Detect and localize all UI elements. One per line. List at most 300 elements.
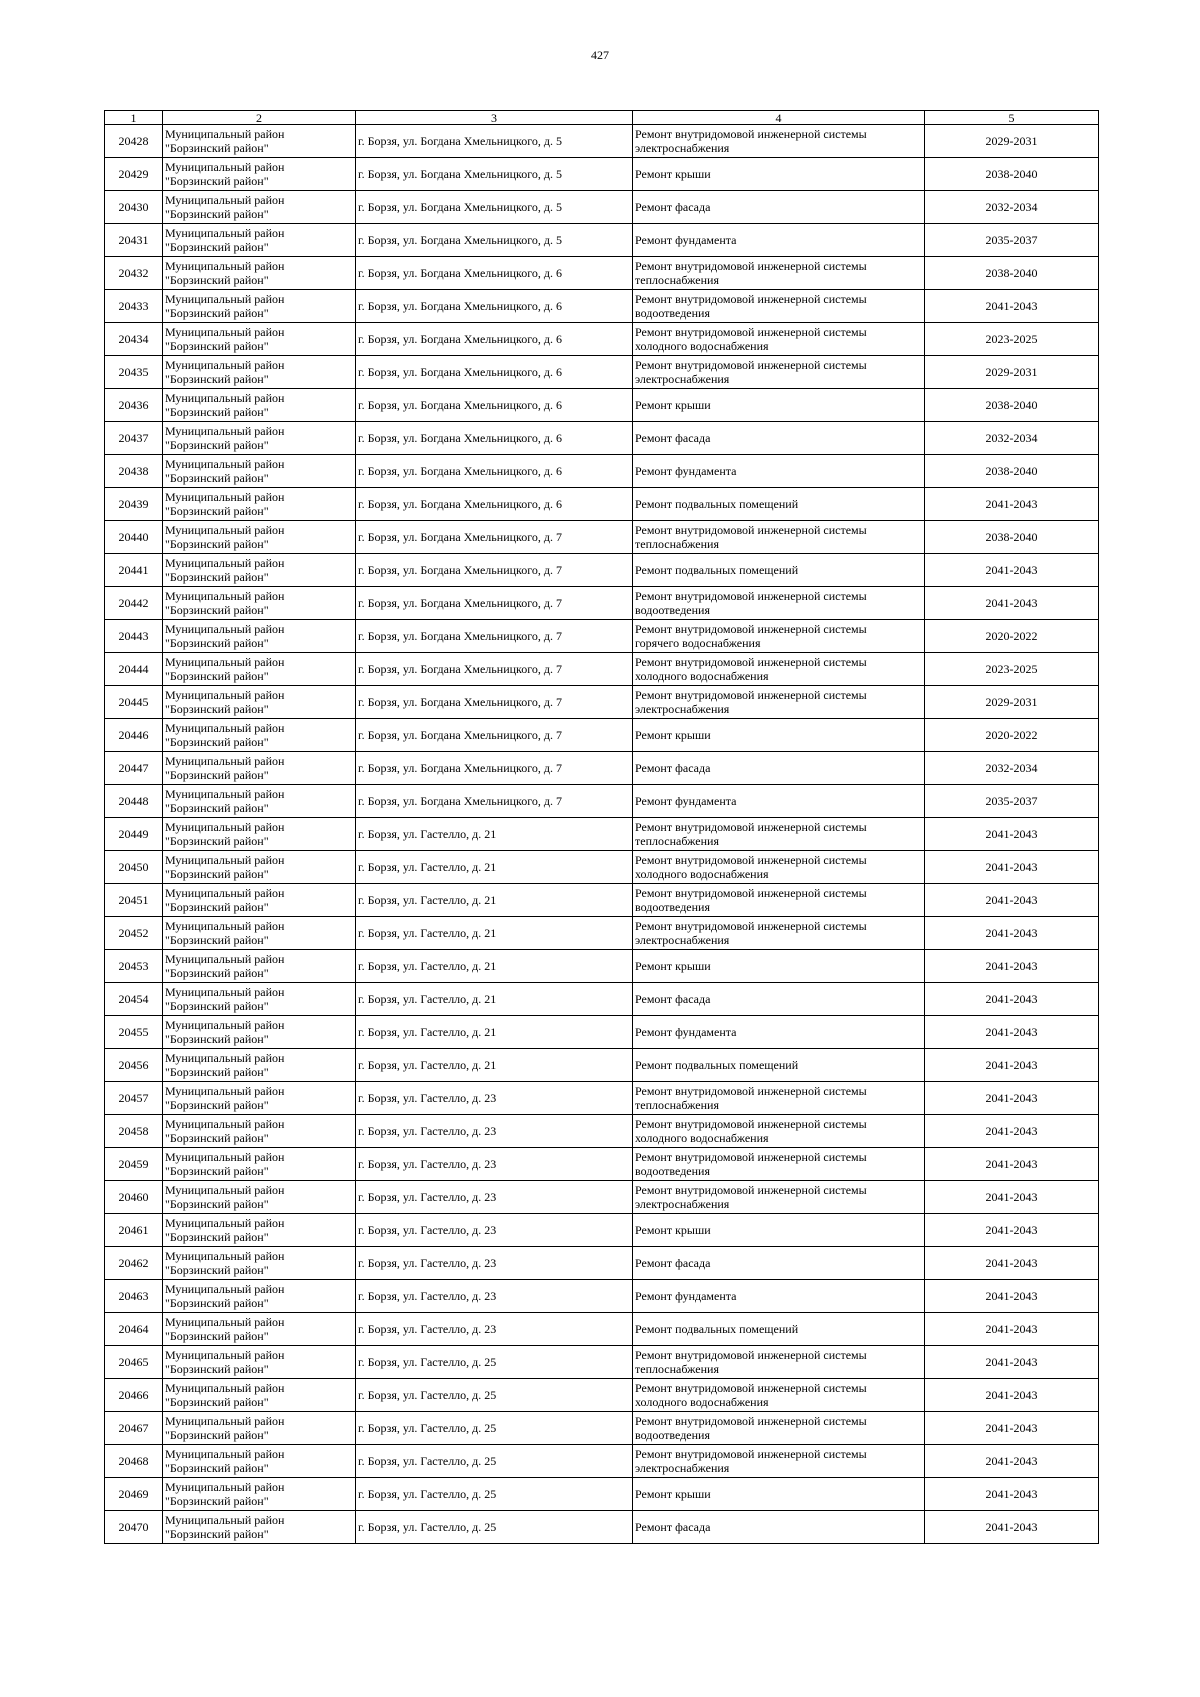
period-cell: 2041-2043 [925,1049,1099,1082]
work-type-line: водоотведения [635,603,710,617]
period-cell: 2041-2043 [925,1478,1099,1511]
work-type-line: холодного водоснабжения [635,1131,769,1145]
district-cell [163,1445,356,1478]
district-line: "Борзинский район" [165,900,269,914]
work-type-cell [633,1148,925,1181]
table-row [105,389,1099,422]
district-line: Муниципальный район [165,1381,285,1395]
work-type-line: Ремонт внутридомовой инженерной системы [635,1381,867,1395]
district-line: "Борзинский район" [165,1230,269,1244]
address-cell: г. Борзя, ул. Гастелло, д. 25 [356,1445,633,1478]
row-number-cell: 20446 [105,719,163,752]
address-cell: г. Борзя, ул. Богдана Хмельницкого, д. 6 [356,323,633,356]
work-type-line: Ремонт внутридомовой инженерной системы [635,622,867,636]
address-cell: г. Борзя, ул. Богдана Хмельницкого, д. 6 [356,290,633,323]
row-number-cell: 20441 [105,554,163,587]
work-type-line: Ремонт фундамента [635,1289,737,1303]
row-number-cell: 20456 [105,1049,163,1082]
district-line: "Борзинский район" [165,372,269,386]
header-row [105,111,1099,125]
district-line: Муниципальный район [165,1183,285,1197]
work-type-cell [633,1214,925,1247]
period-cell: 2041-2043 [925,950,1099,983]
col-header-3: 3 [356,111,633,125]
district-line: "Борзинский район" [165,1428,269,1442]
district-line: Муниципальный район [165,490,285,504]
table-row [105,290,1099,323]
district-cell [163,224,356,257]
period-cell: 2041-2043 [925,1412,1099,1445]
district-cell [163,356,356,389]
table-row [105,752,1099,785]
table-row [105,422,1099,455]
row-number-cell: 20428 [105,125,163,158]
district-line: Муниципальный район [165,457,285,471]
address-cell: г. Борзя, ул. Богдана Хмельницкого, д. 6 [356,455,633,488]
table-row [105,521,1099,554]
district-line: Муниципальный район [165,787,285,801]
row-number-cell: 20436 [105,389,163,422]
work-type-line: Ремонт фундамента [635,1025,737,1039]
work-type-line: Ремонт внутридомовой инженерной системы [635,127,867,141]
table-row [105,554,1099,587]
period-cell: 2041-2043 [925,818,1099,851]
district-line: Муниципальный район [165,622,285,636]
row-number-cell: 20466 [105,1379,163,1412]
work-type-cell [633,1082,925,1115]
address-cell: г. Борзя, ул. Богдана Хмельницкого, д. 5 [356,158,633,191]
district-cell [163,587,356,620]
district-cell [163,1049,356,1082]
district-cell [163,290,356,323]
district-line: Муниципальный район [165,1414,285,1428]
row-number-cell: 20433 [105,290,163,323]
district-cell [163,1082,356,1115]
table-row [105,257,1099,290]
address-cell: г. Борзя, ул. Богдана Хмельницкого, д. 6 [356,257,633,290]
work-type-cell [633,455,925,488]
table-body [105,125,1099,1544]
row-number-cell: 20448 [105,785,163,818]
work-type-line: Ремонт подвальных помещений [635,1058,799,1072]
work-type-cell [633,389,925,422]
district-cell [163,257,356,290]
address-cell: г. Борзя, ул. Гастелло, д. 25 [356,1478,633,1511]
district-line: Муниципальный район [165,1348,285,1362]
district-cell [163,1181,356,1214]
work-type-cell [633,257,925,290]
address-cell: г. Борзя, ул. Гастелло, д. 23 [356,1313,633,1346]
period-cell: 2041-2043 [925,917,1099,950]
work-type-line: электроснабжения [635,933,730,947]
work-type-line: водоотведения [635,1428,710,1442]
district-line: Муниципальный район [165,853,285,867]
district-cell [163,653,356,686]
work-type-cell [633,620,925,653]
district-line: "Борзинский район" [165,207,269,221]
district-line: "Борзинский район" [165,867,269,881]
work-type-cell [633,818,925,851]
work-type-cell [633,719,925,752]
district-cell [163,1280,356,1313]
period-cell: 2041-2043 [925,1445,1099,1478]
row-number-cell: 20457 [105,1082,163,1115]
table-row [105,1148,1099,1181]
district-line: "Борзинский район" [165,636,269,650]
table-row [105,1412,1099,1445]
district-line: "Борзинский район" [165,1494,269,1508]
table-row [105,323,1099,356]
address-cell: г. Борзя, ул. Гастелло, д. 21 [356,851,633,884]
table-row [105,983,1099,1016]
district-cell [163,1379,356,1412]
work-type-line: водоотведения [635,900,710,914]
work-type-line: Ремонт внутридомовой инженерной системы [635,820,867,834]
row-number-cell: 20454 [105,983,163,1016]
row-number-cell: 20458 [105,1115,163,1148]
table-row [105,1181,1099,1214]
period-cell: 2041-2043 [925,290,1099,323]
work-type-line: Ремонт фасада [635,992,711,1006]
address-cell: г. Борзя, ул. Гастелло, д. 23 [356,1082,633,1115]
work-type-cell [633,1280,925,1313]
work-type-line: теплоснабжения [635,1362,719,1376]
period-cell: 2041-2043 [925,1346,1099,1379]
work-type-line: Ремонт внутридомовой инженерной системы [635,1117,867,1131]
district-line: Муниципальный район [165,1513,285,1527]
district-line: Муниципальный район [165,226,285,240]
row-number-cell: 20464 [105,1313,163,1346]
district-line: "Борзинский район" [165,1131,269,1145]
period-cell: 2023-2025 [925,653,1099,686]
period-cell: 2035-2037 [925,785,1099,818]
work-type-line: Ремонт внутридомовой инженерной системы [635,919,867,933]
row-number-cell: 20445 [105,686,163,719]
col-header-5: 5 [925,111,1099,125]
table-row [105,917,1099,950]
row-number-cell: 20439 [105,488,163,521]
district-line: Муниципальный район [165,1150,285,1164]
table-row [105,653,1099,686]
row-number-cell: 20430 [105,191,163,224]
table-row [105,884,1099,917]
work-type-cell [633,158,925,191]
period-cell: 2023-2025 [925,323,1099,356]
address-cell: г. Борзя, ул. Гастелло, д. 23 [356,1181,633,1214]
table-row [105,587,1099,620]
work-type-line: Ремонт внутридомовой инженерной системы [635,655,867,669]
work-type-line: Ремонт крыши [635,1487,711,1501]
district-line: Муниципальный район [165,325,285,339]
work-type-line: холодного водоснабжения [635,1395,769,1409]
row-number-cell: 20443 [105,620,163,653]
work-type-cell [633,488,925,521]
work-type-cell [633,224,925,257]
address-cell: г. Борзя, ул. Богдана Хмельницкого, д. 6 [356,422,633,455]
district-cell [163,389,356,422]
address-cell: г. Борзя, ул. Богдана Хмельницкого, д. 7 [356,686,633,719]
district-line: "Борзинский район" [165,1527,269,1541]
table-row [105,1049,1099,1082]
period-cell: 2041-2043 [925,554,1099,587]
work-type-line: Ремонт внутридомовой инженерной системы [635,358,867,372]
table-row [105,1379,1099,1412]
table-row [105,488,1099,521]
row-number-cell: 20462 [105,1247,163,1280]
address-cell: г. Борзя, ул. Богдана Хмельницкого, д. 7 [356,620,633,653]
work-type-line: холодного водоснабжения [635,669,769,683]
row-number-cell: 20434 [105,323,163,356]
table-row [105,1346,1099,1379]
work-type-line: Ремонт фасада [635,200,711,214]
period-cell: 2041-2043 [925,1511,1099,1544]
district-cell [163,1247,356,1280]
row-number-cell: 20452 [105,917,163,950]
address-cell: г. Борзя, ул. Гастелло, д. 23 [356,1214,633,1247]
district-line: "Борзинский район" [165,999,269,1013]
district-line: "Борзинский район" [165,1197,269,1211]
work-type-line: Ремонт внутридомовой инженерной системы [635,259,867,273]
period-cell: 2041-2043 [925,1181,1099,1214]
work-type-cell [633,1313,925,1346]
period-cell: 2038-2040 [925,521,1099,554]
district-cell [163,851,356,884]
district-line: Муниципальный район [165,292,285,306]
row-number-cell: 20440 [105,521,163,554]
address-cell: г. Борзя, ул. Гастелло, д. 21 [356,818,633,851]
work-type-line: Ремонт крыши [635,167,711,181]
period-cell: 2032-2034 [925,422,1099,455]
address-cell: г. Борзя, ул. Гастелло, д. 23 [356,1280,633,1313]
work-type-cell [633,1412,925,1445]
district-cell [163,1214,356,1247]
table-row [105,1214,1099,1247]
address-cell: г. Борзя, ул. Гастелло, д. 21 [356,1016,633,1049]
district-cell [163,950,356,983]
work-type-cell [633,1445,925,1478]
work-type-cell [633,1478,925,1511]
district-line: Муниципальный район [165,1282,285,1296]
district-cell [163,488,356,521]
work-type-line: электроснабжения [635,1197,730,1211]
work-type-line: теплоснабжения [635,273,719,287]
district-cell [163,785,356,818]
work-type-cell [633,125,925,158]
address-cell: г. Борзя, ул. Гастелло, д. 21 [356,884,633,917]
table-row [105,1082,1099,1115]
district-line: Муниципальный район [165,259,285,273]
work-type-cell [633,587,925,620]
work-type-cell [633,1511,925,1544]
row-number-cell: 20470 [105,1511,163,1544]
row-number-cell: 20469 [105,1478,163,1511]
table-row [105,1247,1099,1280]
row-number-cell: 20435 [105,356,163,389]
table-row [105,686,1099,719]
district-cell [163,1016,356,1049]
district-cell [163,323,356,356]
row-number-cell: 20455 [105,1016,163,1049]
period-cell: 2041-2043 [925,1082,1099,1115]
district-line: "Борзинский район" [165,537,269,551]
work-type-line: электроснабжения [635,372,730,386]
table-row [105,455,1099,488]
period-cell: 2041-2043 [925,1379,1099,1412]
work-type-cell [633,422,925,455]
district-line: "Борзинский район" [165,735,269,749]
work-type-line: Ремонт внутридомовой инженерной системы [635,886,867,900]
table-row [105,950,1099,983]
table-row [105,1478,1099,1511]
district-cell [163,554,356,587]
row-number-cell: 20467 [105,1412,163,1445]
period-cell: 2041-2043 [925,884,1099,917]
period-cell: 2041-2043 [925,1280,1099,1313]
work-type-line: Ремонт внутридомовой инженерной системы [635,1183,867,1197]
work-type-line: Ремонт фасада [635,431,711,445]
district-line: "Борзинский район" [165,966,269,980]
period-cell: 2041-2043 [925,1115,1099,1148]
district-line: Муниципальный район [165,1249,285,1263]
page-number: 427 [591,48,609,62]
period-cell: 2038-2040 [925,389,1099,422]
table-row [105,356,1099,389]
table-row [105,158,1099,191]
table-row [105,719,1099,752]
district-line: "Борзинский район" [165,273,269,287]
work-type-cell [633,1049,925,1082]
row-number-cell: 20465 [105,1346,163,1379]
district-cell [163,1412,356,1445]
work-type-line: Ремонт фасада [635,1520,711,1534]
district-cell [163,752,356,785]
work-type-line: холодного водоснабжения [635,339,769,353]
district-line: Муниципальный район [165,358,285,372]
row-number-cell: 20438 [105,455,163,488]
work-type-line: водоотведения [635,1164,710,1178]
period-cell: 2029-2031 [925,356,1099,389]
work-type-cell [633,983,925,1016]
work-type-line: Ремонт фундамента [635,233,737,247]
table-row [105,1115,1099,1148]
address-cell: г. Борзя, ул. Гастелло, д. 25 [356,1412,633,1445]
row-number-cell: 20444 [105,653,163,686]
district-cell [163,917,356,950]
district-cell [163,818,356,851]
address-cell: г. Борзя, ул. Богдана Хмельницкого, д. 6 [356,389,633,422]
district-line: "Борзинский район" [165,1263,269,1277]
work-type-line: Ремонт крыши [635,959,711,973]
district-line: "Борзинский район" [165,1395,269,1409]
period-cell: 2032-2034 [925,191,1099,224]
work-type-line: Ремонт крыши [635,398,711,412]
work-type-line: Ремонт внутридомовой инженерной системы [635,1414,867,1428]
district-line: Муниципальный район [165,160,285,174]
district-line: Муниципальный район [165,391,285,405]
work-type-cell [633,290,925,323]
district-cell [163,686,356,719]
district-line: "Борзинский район" [165,240,269,254]
address-cell: г. Борзя, ул. Гастелло, д. 25 [356,1346,633,1379]
period-cell: 2029-2031 [925,686,1099,719]
table-row [105,191,1099,224]
district-line: "Борзинский район" [165,174,269,188]
work-type-line: Ремонт фундамента [635,464,737,478]
address-cell: г. Борзя, ул. Гастелло, д. 23 [356,1148,633,1181]
district-line: Муниципальный район [165,424,285,438]
district-line: "Борзинский район" [165,471,269,485]
district-line: "Борзинский район" [165,603,269,617]
district-line: Муниципальный район [165,523,285,537]
district-line: Муниципальный район [165,1480,285,1494]
row-number-cell: 20453 [105,950,163,983]
address-cell: г. Борзя, ул. Богдана Хмельницкого, д. 5 [356,191,633,224]
table-row [105,1445,1099,1478]
period-cell: 2041-2043 [925,851,1099,884]
table-row [105,1313,1099,1346]
district-line: Муниципальный район [165,820,285,834]
col-header-2: 2 [163,111,356,125]
address-cell: г. Борзя, ул. Богдана Хмельницкого, д. 6 [356,488,633,521]
address-cell: г. Борзя, ул. Гастелло, д. 25 [356,1379,633,1412]
period-cell: 2029-2031 [925,125,1099,158]
address-cell: г. Борзя, ул. Богдана Хмельницкого, д. 5 [356,125,633,158]
address-cell: г. Борзя, ул. Богдана Хмельницкого, д. 7 [356,587,633,620]
row-number-cell: 20461 [105,1214,163,1247]
address-cell: г. Борзя, ул. Богдана Хмельницкого, д. 6 [356,356,633,389]
district-cell [163,1478,356,1511]
repair-schedule-table [104,110,1099,1544]
district-line: Муниципальный район [165,655,285,669]
district-cell [163,521,356,554]
work-type-cell [633,653,925,686]
period-cell: 2035-2037 [925,224,1099,257]
period-cell: 2032-2034 [925,752,1099,785]
work-type-line: Ремонт внутридомовой инженерной системы [635,523,867,537]
district-line: Муниципальный район [165,193,285,207]
district-line: "Борзинский район" [165,1296,269,1310]
district-line: "Борзинский район" [165,339,269,353]
district-cell [163,1313,356,1346]
work-type-line: Ремонт подвальных помещений [635,563,799,577]
district-line: "Борзинский район" [165,1065,269,1079]
address-cell: г. Борзя, ул. Богдана Хмельницкого, д. 7 [356,752,633,785]
district-line: Муниципальный район [165,985,285,999]
district-line: "Борзинский район" [165,1329,269,1343]
work-type-line: Ремонт внутридомовой инженерной системы [635,688,867,702]
work-type-line: Ремонт подвальных помещений [635,497,799,511]
district-cell [163,1346,356,1379]
work-type-line: электроснабжения [635,702,730,716]
district-line: Муниципальный район [165,127,285,141]
work-type-cell [633,356,925,389]
work-type-cell [633,1181,925,1214]
district-line: "Борзинский район" [165,1362,269,1376]
district-cell [163,719,356,752]
work-type-line: электроснабжения [635,1461,730,1475]
col-header-1: 1 [105,111,163,125]
period-cell: 2038-2040 [925,158,1099,191]
work-type-cell [633,884,925,917]
district-line: Муниципальный район [165,721,285,735]
address-cell: г. Борзя, ул. Гастелло, д. 21 [356,1049,633,1082]
work-type-cell [633,950,925,983]
district-line: "Борзинский район" [165,570,269,584]
row-number-cell: 20451 [105,884,163,917]
district-line: Муниципальный район [165,688,285,702]
district-line: Муниципальный район [165,1018,285,1032]
work-type-cell [633,191,925,224]
